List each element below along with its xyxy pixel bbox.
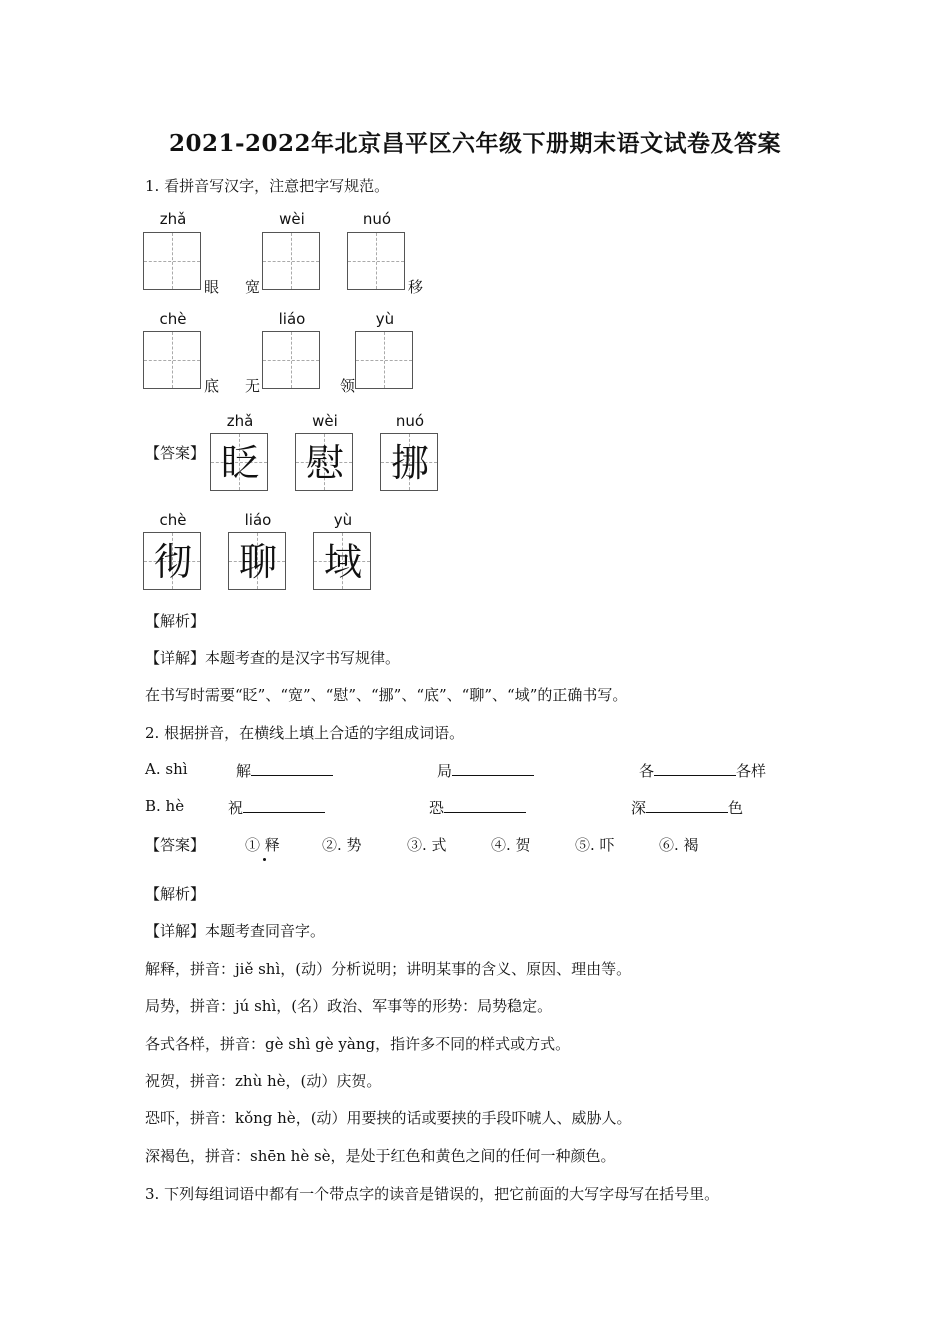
q2-detail: 【详解】本题考查同音字。 (145, 922, 326, 940)
q2-answer-4: ④. 贺 (491, 836, 531, 854)
box-prefix-5: 无 (245, 377, 261, 395)
q1-detail-2: 在书写时需要“眨”、“宽”、“慰”、“挪”、“底”、“聊”、“域”的正确书写。 (145, 686, 628, 704)
q3-prompt: 3. 下列每组词语中都有一个带点字的读音是错误的，把它前面的大写字母写在括号里。 (145, 1185, 720, 1203)
q2-explanation-6: 深褐色，拼音：shēn hè sè，是处于红色和黄色之间的任何一种颜色。 (145, 1147, 616, 1165)
q2-explanation-4: 祝贺，拼音：zhù hè，(动）庆贺。 (145, 1072, 382, 1090)
pinyin-che: chè (159, 310, 187, 328)
answer-pinyin-liao: liáo (244, 511, 272, 529)
fill-blank-3[interactable] (654, 761, 736, 776)
answer-char-1: 眨 (220, 441, 259, 485)
answer-box-1 (210, 433, 268, 491)
answer-box-2 (295, 433, 353, 491)
pinyin-zha: zhǎ (159, 210, 187, 228)
answer-pinyin-wei: wèi (312, 412, 338, 430)
q2-answer-3: ③. 式 (407, 836, 447, 854)
fill-blank-6[interactable] (646, 798, 728, 813)
box-prefix-2: 宽 (245, 278, 261, 296)
answer-char-6: 域 (323, 540, 362, 584)
writing-box-6[interactable] (355, 331, 413, 389)
answer-pinyin-zha: zhǎ (226, 412, 254, 430)
box-suffix-4: 底 (204, 377, 220, 395)
q1-analysis-label: 【解析】 (145, 612, 206, 630)
word-prefix: 恐 (429, 799, 445, 817)
q2-row-a-item-3 (639, 760, 766, 781)
writing-box-4[interactable] (143, 331, 201, 389)
fill-blank-5[interactable] (444, 798, 526, 813)
word-suffix: 色 (728, 799, 744, 817)
box-suffix-1: 眼 (204, 278, 220, 296)
box-suffix-3: 移 (408, 278, 424, 296)
answer-char-3: 挪 (390, 441, 429, 485)
q2-answer-2: ②. 势 (322, 836, 362, 854)
word-prefix: 解 (236, 762, 252, 780)
q1-prompt: 1. 看拼音写汉字，注意把字写规范。 (145, 177, 390, 195)
answer-char-5: 聊 (238, 540, 277, 584)
q1-answer-label: 【答案】 (145, 444, 206, 462)
writing-box-5[interactable] (262, 331, 320, 389)
pinyin-nuo: nuó (362, 210, 392, 228)
writing-box-1[interactable] (143, 232, 201, 290)
word-prefix: 各 (639, 762, 655, 780)
answer-box-3 (380, 433, 438, 491)
q1-detail: 【详解】本题考查的是汉字书写规律。 (145, 649, 401, 667)
answer-pinyin-che: chè (159, 511, 187, 529)
answer-pinyin-nuo: nuó (395, 412, 425, 430)
fill-blank-2[interactable] (452, 761, 534, 776)
emphasis-dot (263, 858, 266, 861)
q2-answer-5: ⑤. 吓 (575, 836, 615, 854)
q2-explanation-1: 解释，拼音：jiě shì，(动）分析说明；讲明某事的含义、原因、理由等。 (145, 960, 632, 978)
answer-box-6 (313, 532, 371, 590)
answer-char-2: 慰 (305, 441, 344, 485)
pinyin-yu: yù (375, 310, 395, 328)
q2-explanation-3: 各式各样，拼音：gè shì gè yàng，指许多不同的样式或方式。 (145, 1035, 571, 1053)
writing-box-3[interactable] (347, 232, 405, 290)
q2-explanation-2: 局势，拼音：jú shì，(名）政治、军事等的形势：局势稳定。 (145, 997, 553, 1015)
fill-blank-4[interactable] (243, 798, 325, 813)
q2-explanation-5: 恐吓，拼音：kǒng hè，(动）用要挟的话或要挟的手段吓唬人、威胁人。 (145, 1109, 632, 1127)
answer-char-4: 彻 (153, 540, 192, 584)
q2-row-b-item-2 (429, 797, 526, 818)
document-title: 2021-2022年北京昌平区六年级下册期末语文试卷及答案 (168, 130, 782, 157)
writing-box-2[interactable] (262, 232, 320, 290)
box-prefix-6: 领 (340, 377, 356, 395)
q2-answer-6: ⑥. 褐 (659, 836, 699, 854)
answer-box-5 (228, 532, 286, 590)
q2-row-b-item-3 (631, 797, 743, 818)
q2-row-a-item-1 (236, 760, 333, 781)
word-prefix: 祝 (228, 799, 244, 817)
q2-answer-1: ① 释 (245, 836, 280, 854)
q2-row-a-label: A. shì (145, 760, 188, 778)
answer-box-4 (143, 532, 201, 590)
pinyin-wei: wèi (279, 210, 305, 228)
word-prefix: 深 (631, 799, 647, 817)
answer-pinyin-yu: yù (333, 511, 353, 529)
q2-row-b-item-1 (228, 797, 325, 818)
q2-row-a-item-2 (437, 760, 534, 781)
q2-prompt: 2. 根据拼音，在横线上填上合适的字组成词语。 (145, 724, 465, 742)
pinyin-liao: liáo (278, 310, 306, 328)
word-prefix: 局 (437, 762, 453, 780)
fill-blank-1[interactable] (251, 761, 333, 776)
q2-answer-label: 【答案】 (145, 836, 206, 854)
word-suffix: 各样 (736, 762, 767, 780)
q2-analysis-label: 【解析】 (145, 885, 206, 903)
q2-row-b-label: B. hè (145, 797, 185, 815)
